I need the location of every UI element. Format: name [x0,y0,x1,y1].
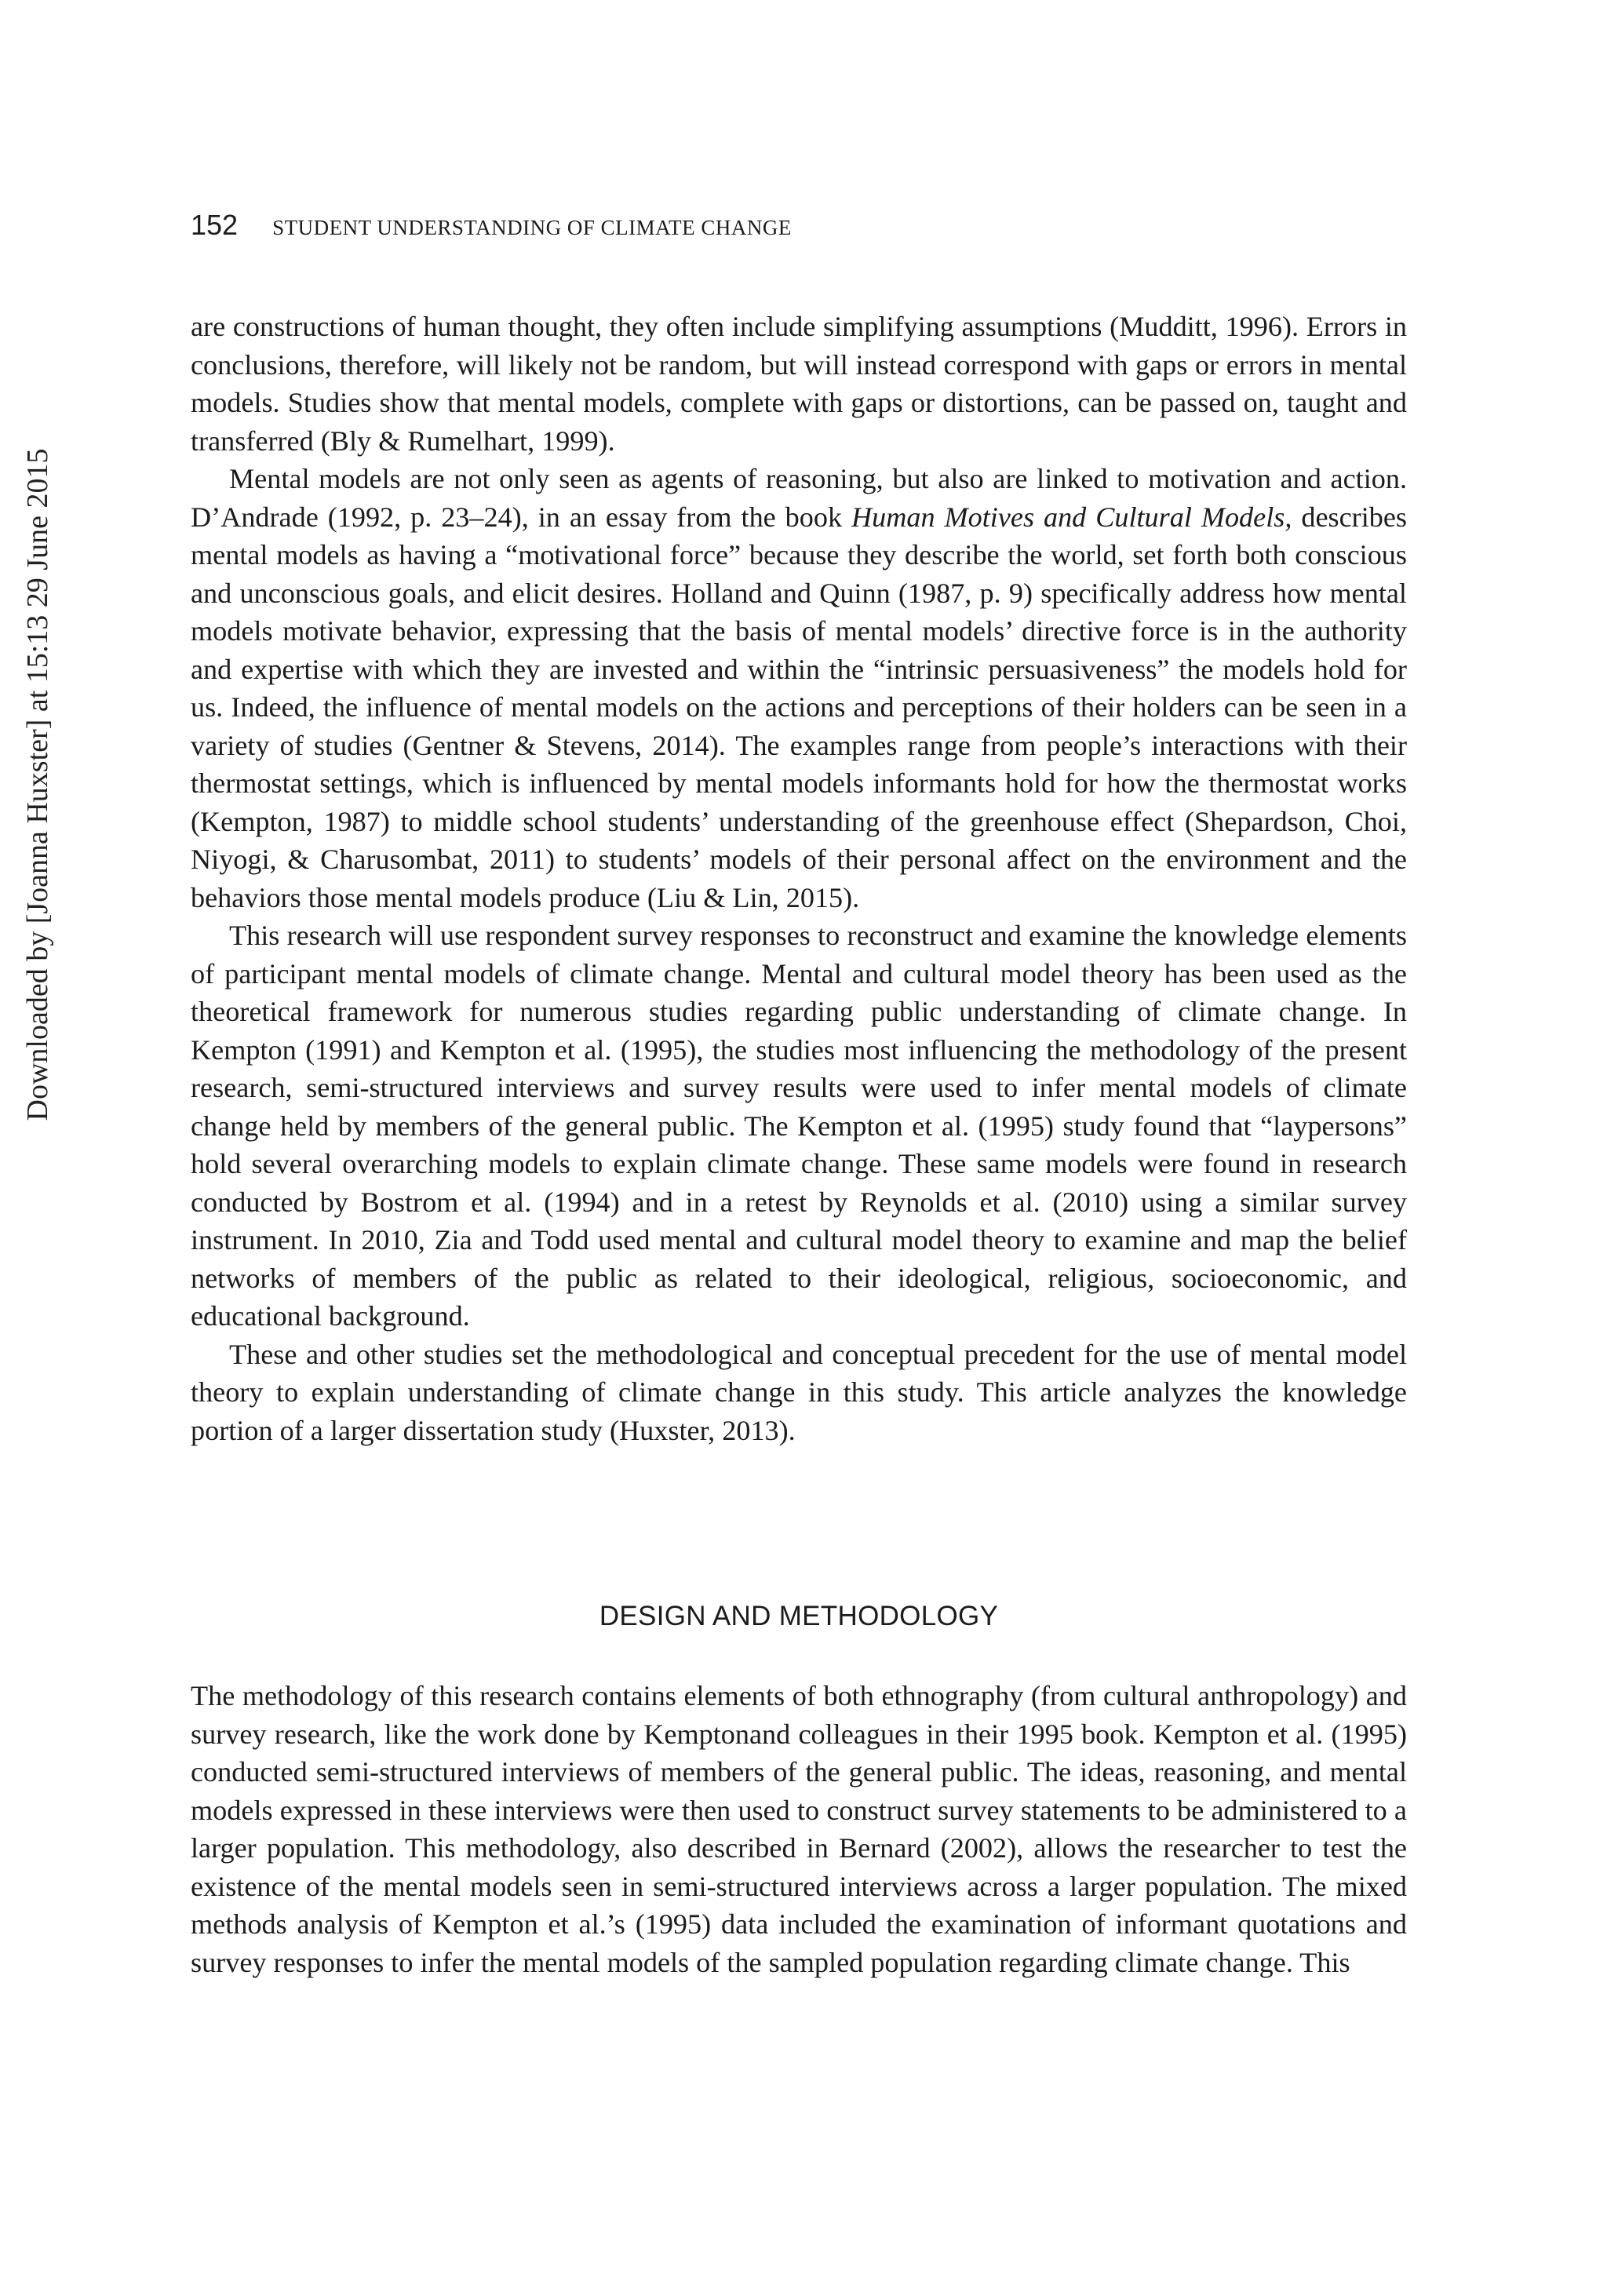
book-title: Human Motives and Cultural Models, [851,501,1292,533]
paragraph-3: This research will use respondent survey responses to reconstruct and examine the knowledge elements of participant mental models of climate change. Mental and cultural model theory has been used as the theoretical framework for numerous studies regarding public understanding of climate change. In Kempton (1991) and Kempton et al. (1995), the studies most influencing the methodology of the present research, semi-structured interviews and survey results were used to infer mental models of climate change held by members of the general public. The Kempton et al. (1995) study found that “laypersons” hold several overarching models to explain climate change. These same models were found in research conducted by Bostrom et al. (1994) and in a retest by Reynolds et al. (2010) using a similar survey instrument. In 2010, Zia and Todd used mental and cultural model theory to examine and map the belief networks of members of the public as related to their ideological, religious, socioeconomic, and educational background. [191,920,1407,1332]
body-text-intro [191,308,1407,1449]
paragraph-2-part-1: Mental models are not only seen as agents of reasoning, but also are linked to motivation and action. D’Andrade (1992, p. 23–24), in an essay from the book [191,463,1407,533]
running-title: STUDENT UNDERSTANDING OF CLIMATE CHANGE [272,216,792,239]
download-notice-text: Downloaded by [Joanna Huxster] at 15:13 29 June 2015 [21,448,54,1121]
body-text-methodology [191,1677,1407,1981]
paragraph-2 [191,460,1407,917]
running-head [191,209,792,242]
paragraph-1: are constructions of human thought, they often include simplifying assumptions (Mudditt, 1996). Errors in conclusions, therefore, will likely not be random, but will instead correspond with gaps or errors in mental models. Studies show that mental models, complete with gaps or distortions, can be passed on, taught and transferred (Bly & Rumelhart, 1999). [191,311,1407,457]
section-heading: DESIGN AND METHODOLOGY [599,1601,999,1631]
paragraph-4: These and other studies set the methodological and conceptual precedent for the use of mental model theory to explain understanding of climate change in this study. This article analyzes the knowledge portion of a larger dissertation study (Huxster, 2013). [191,1338,1407,1446]
methodology-paragraph: The methodology of this research contains elements of both ethnography (from cultural anthropology) and survey research, like the work done by Kemptonand colleagues in their 1995 book. Kempton et al. (1995) conducted semi-structured interviews of members of the general public. The ideas, reasoning, and mental models expressed in these interviews were then used to construct survey statements to be administered to a larger population. This methodology, also described in Bernard (2002), allows the researcher to test the existence of the mental models seen in semi-structured interviews across a larger population. The mixed methods analysis of Kempton et al.’s (1995) data included the examination of informant quotations and survey responses to infer the mental models of the sampled population regarding climate change. This [191,1680,1407,1978]
page-number: 152 [191,209,239,241]
paragraph-2-part-2: describes mental models as having a “motivational force” because they describe the world, set forth both conscious and unconscious goals, and elicit desires. Holland and Quinn (1987, p. 9) specifically address how mental models motivate behavior, expressing that the basis of mental models’ directive force is in the authority and expertise with which they are invested and within the “intrinsic persuasiveness” the models hold for us. Indeed, the influence of mental models on the actions and perceptions of their holders can be seen in a variety of studies (Gentner & Stevens, 2014). The examples range from people’s interactions with their thermostat settings, which is influenced by mental models informants hold for how the thermostat works (Kempton, 1987) to middle school students’ understanding of the greenhouse effect (Shepardson, Choi, Niyogi, & Charusombat, 2011) to students’ models of their personal affect on the environment and the behaviors those mental models produce (Liu & Lin, 2015). [191,501,1407,913]
